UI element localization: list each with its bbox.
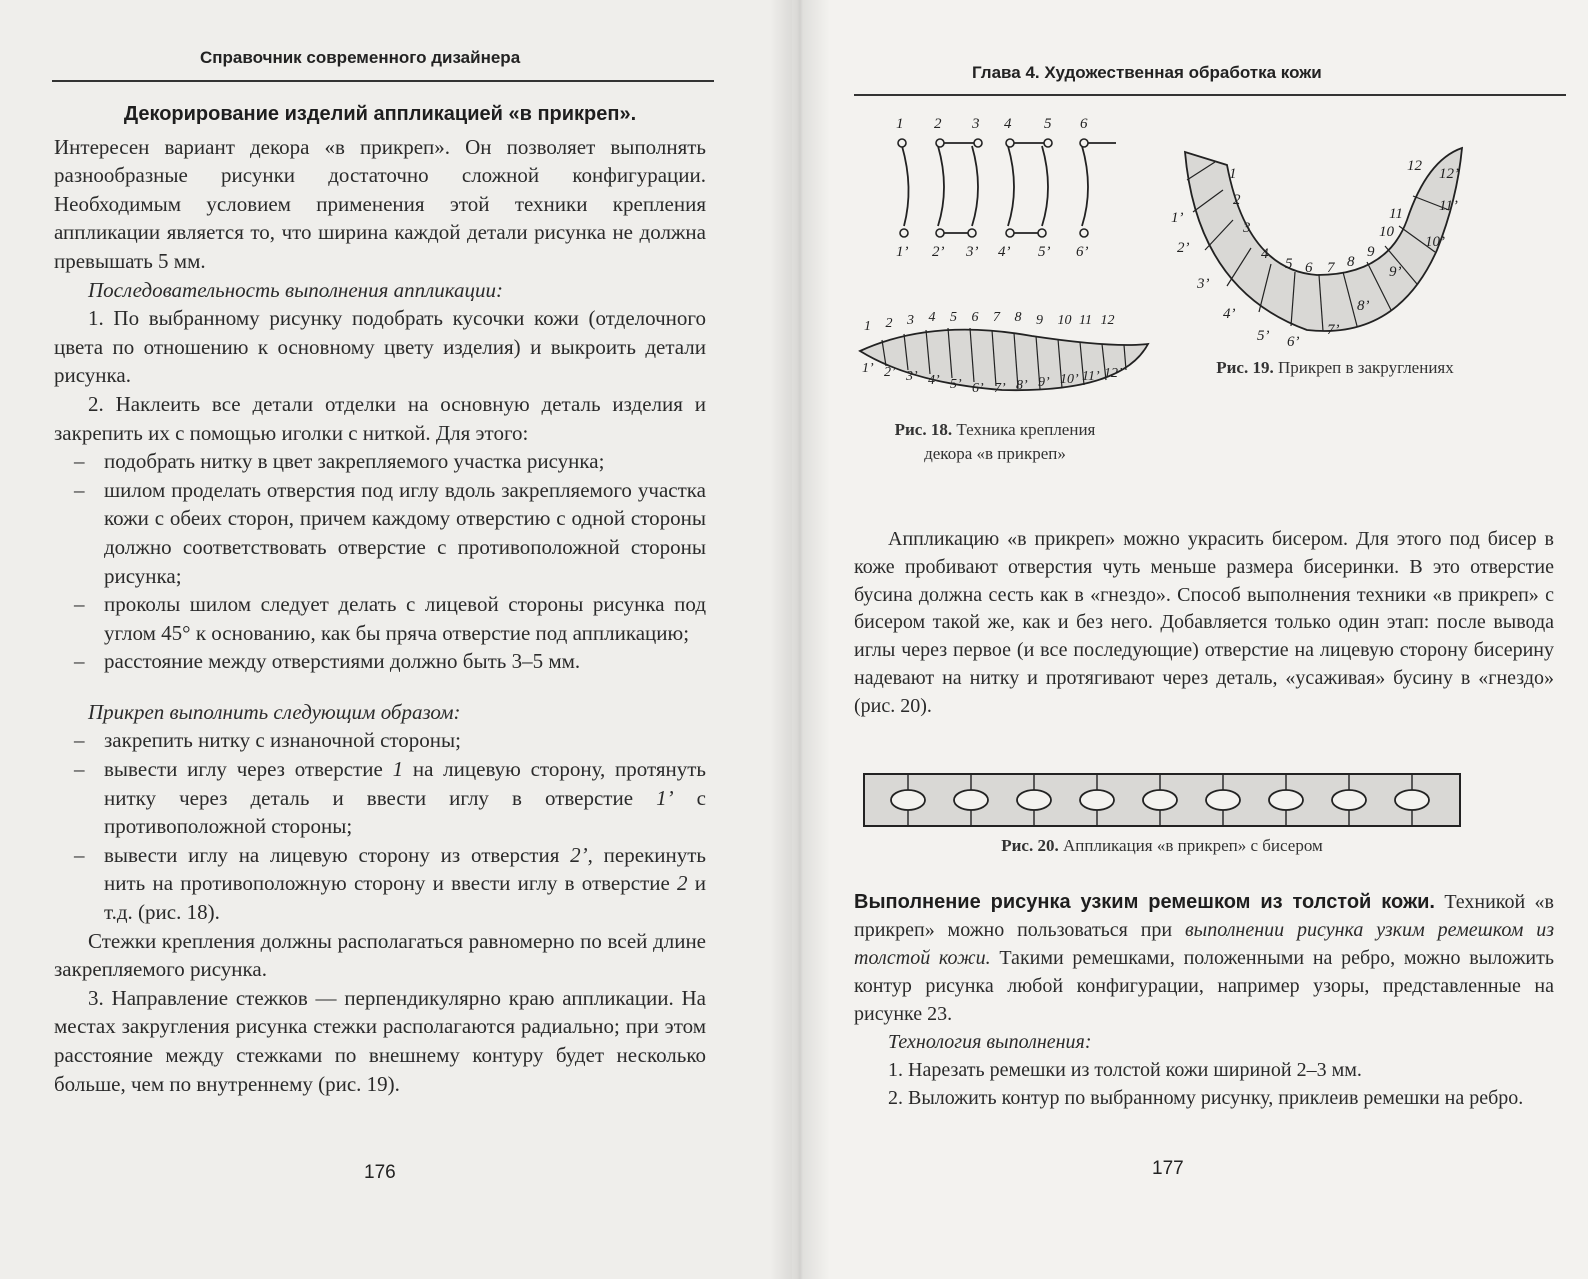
- fig18-leaf-top-label: 5: [950, 310, 957, 325]
- fig18-leaf-bottom-label: 7’: [994, 381, 1006, 396]
- hole-ref: 2’: [570, 842, 588, 867]
- fig19-outer-label: 10’: [1425, 234, 1445, 250]
- page-number-right: 177: [1152, 1158, 1184, 1179]
- fig19-outer-label: 2’: [1177, 240, 1190, 256]
- bullet-text: расстояние между отверстиями должно быть 3–5 мм.: [104, 649, 581, 674]
- fig18-top-label: 2: [934, 116, 942, 132]
- step-1: 1. По выбранному рисунку подобрать кусочки кожи (отделочного цвета по отношению к основному цвету изделия) и выкроить детали рисунка.: [54, 306, 706, 388]
- fig18-leaf-top-label: 8: [1014, 310, 1022, 325]
- fig19-outer-label: 11’: [1439, 198, 1458, 214]
- fig18-bottom-label: 1’: [896, 244, 909, 260]
- attach-bullet-3: – вывести иглу на лицевую сторону из отверстия 2’, перекинуть нить на противоположную сторону и ввести иглу в отверстие 2 и т.д. (рис. 18).: [74, 842, 706, 925]
- fig19-caption-text: Прикреп в закруглениях: [1273, 358, 1454, 377]
- page-number-left: 176: [364, 1162, 396, 1183]
- fig18-caption-label: Рис. 18.: [894, 420, 953, 439]
- fig19-diagram: [1167, 140, 1487, 360]
- step-2: 2. Наклеить все детали отделки на основную деталь изделия и закрепить их с помощью иголки с ниткой. Для этого:: [54, 391, 706, 445]
- fig19-outer-label: 8’: [1357, 298, 1370, 314]
- fig18-leaf-top-label: 11: [1079, 313, 1092, 328]
- header-rule-left: [52, 80, 714, 82]
- attach-bullet-2: – вывести иглу через отверстие 1 на лицевую сторону, протянуть нитку через деталь и ввести иглу в отверстие 1’ с противоположной стороны;: [74, 757, 706, 839]
- bullet-text: вывести иглу через отверстие: [104, 757, 393, 782]
- fig19-inner-label: 5: [1285, 256, 1293, 272]
- fig19-inner-label: 3: [1243, 220, 1251, 236]
- fig18-top-label: 6: [1080, 116, 1088, 132]
- fig18-leaf-bottom-label: 6’: [972, 381, 984, 396]
- bullet-text: на лицевую сторону, протянуть нитку через деталь и ввести иглу в отверстие: [104, 757, 706, 810]
- fig20-bead: [954, 790, 988, 810]
- fig18-leaf-top-label: 2: [885, 316, 893, 331]
- strap-text: Техникой «в прикреп» можно пользоваться при: [854, 891, 1554, 941]
- fig19-outer-label: 1’: [1171, 210, 1184, 226]
- fig18-leaf-top-label: 3: [907, 313, 914, 328]
- running-head-right: Глава 4. Художественная обработка кожи: [972, 63, 1322, 82]
- hole-ref: 1’: [656, 785, 674, 810]
- fig19-caption-label: Рис. 19.: [1216, 358, 1274, 377]
- bullet-text: шилом проделать отверстия под иглу вдоль закрепляемого участка кожи с обеих сторон, причем каждому отверстию с одной стороны должно соответствовать отверстие с противоположной стороны рисунка;: [104, 477, 706, 588]
- bullet-text: , перекинуть нить на противоположную сторону и ввести иглу в отверстие: [104, 842, 706, 896]
- step2-bullet-2: – шилом проделать отверстия под иглу вдоль закрепляемого участка кожи с обеих сторон, причем каждому отверстию с одной стороны должно соответствовать отверстие с противоположной стороны рисунка;: [74, 477, 706, 588]
- fig18-leaf-top-label: 7: [993, 310, 1000, 325]
- fig20-bead: [1395, 790, 1429, 810]
- bullet-text: с противоположной стороны;: [104, 785, 706, 839]
- fig18-leaf-bottom-label: 4’: [928, 373, 940, 388]
- fig20-caption: [972, 836, 1352, 856]
- fig20-caption-text: Аппликация «в прикреп» с бисером: [1058, 836, 1323, 855]
- left-page-body: [54, 100, 706, 1098]
- fig18-leaf-top-label: 4: [928, 310, 936, 325]
- fig18-caption-text: Техника крепления: [952, 420, 1096, 439]
- bullet-text: и т.д. (рис. 18).: [104, 871, 706, 925]
- fig18-leaf-bottom-label: 9’: [1038, 375, 1050, 390]
- beads-paragraph: Аппликацию «в прикреп» можно украсить бисером. Для этого под бисер в коже пробивают отверстия чуть меньше размера бисеринки. В это отверстие бусина должна сесть как в «гнездо». Способ выполнения техники «в прикреп» с бисером такой же, как и без него. Добавляется только один этап: после вывода иглы через первое (и все последующие) отверстие на лицевую сторону бисерину надевают на нитку и протягивают через деталь, «усаживая» бусину в «гнездо» (рис. 20).: [854, 528, 1554, 717]
- fig18-leaf-bottom-label: 11’: [1082, 369, 1100, 384]
- fig18-leaf-bottom-label: 10’: [1060, 372, 1079, 387]
- fig19-inner-label: 8: [1347, 254, 1355, 270]
- sequence-title: Последовательность выполнения аппликации:: [88, 277, 504, 302]
- fig18-leaf-top-label: 12: [1100, 313, 1115, 328]
- fig18-leaf-bottom-label: 5’: [950, 377, 962, 392]
- running-head-left: Справочник современного дизайнера: [200, 48, 521, 67]
- fig18-leaf-bottom-label: 1’: [862, 361, 874, 376]
- fig18-top-label: 5: [1044, 116, 1052, 132]
- fig20-bead: [891, 790, 925, 810]
- fig19-outer-label: 4’: [1223, 306, 1236, 322]
- fig19-inner-label: 4: [1261, 246, 1269, 262]
- fig19-band-shape: [1185, 148, 1462, 331]
- fig20-diagram: [862, 772, 1462, 828]
- fig19-inner-label: 10: [1379, 224, 1394, 240]
- fig20-caption-label: Рис. 20.: [1001, 836, 1059, 855]
- strap-heading: Выполнение рисунка узким ремешком из толстой кожи.: [854, 891, 1435, 913]
- tech-step-1: 1. Нарезать ремешки из толстой кожи шириной 2–3 мм.: [888, 1059, 1362, 1081]
- strap-paragraph: [854, 888, 1554, 1028]
- step-3: 3. Направление стежков — перпендикулярно краю аппликации. На местах закругления рисунка стежки располагаются радиально; при этом расстояние между стежками по внешнему контуру будет несколько больше, чем по внутреннему (рис. 19).: [54, 985, 706, 1096]
- fig19-outer-label: 5’: [1257, 328, 1270, 344]
- right-page: [792, 0, 1588, 1279]
- fig18-caption: [860, 418, 1130, 466]
- fig19-outer-label: 7’: [1327, 322, 1340, 338]
- tech-title: Технология выполнения:: [888, 1031, 1092, 1053]
- book-gutter-shadow: [770, 0, 830, 1279]
- tech-step-2: 2. Выложить контур по выбранному рисунку, приклеив ремешки на ребро.: [888, 1087, 1524, 1109]
- bullet-text: закрепить нитку с изнаночной стороны;: [104, 728, 461, 753]
- fig18-bottom-label: 3’: [966, 244, 979, 260]
- fig18-bottom-label: 4’: [998, 244, 1011, 260]
- fig20-bead: [1332, 790, 1366, 810]
- fig18-leaf-bottom-label: 3’: [906, 369, 918, 384]
- stitches-paragraph: Стежки крепления должны располагаться равномерно по всей длине закрепляемого рисунка.: [54, 928, 706, 982]
- fig18-leaf-bottom-label: 12’: [1104, 366, 1123, 381]
- header-rule-right: [854, 94, 1566, 96]
- strap-section: [854, 888, 1554, 1112]
- fig19-inner-label: 2: [1233, 192, 1241, 208]
- fig19-inner-label: 9: [1367, 244, 1375, 260]
- fig19-outer-label: 6’: [1287, 334, 1300, 350]
- strap-text: Такими ремешками, положенными на ребро, можно выложить контур рисунка любой конфигурации, например узоры, представленные на рисунке 23.: [854, 947, 1554, 1025]
- step2-bullet-4: – расстояние между отверстиями должно быть 3–5 мм.: [74, 649, 581, 674]
- fig19-caption: [1190, 358, 1480, 378]
- fig20-bead: [1206, 790, 1240, 810]
- fig18-leaf-bottom-label: 8’: [1016, 378, 1028, 393]
- fig18-leaf-bottom-label: 2’: [884, 365, 896, 380]
- fig18-leaf-top-label: 6: [971, 310, 979, 325]
- fig18-leaf-top-label: 1: [864, 319, 871, 334]
- strap-italic: выполнении рисунка узким ремешком из толстой кожи.: [854, 919, 1554, 969]
- attach-bullet-1: – закрепить нитку с изнаночной стороны;: [74, 728, 461, 753]
- fig18-leaf-top-label: 10: [1057, 313, 1072, 328]
- left-page: [0, 0, 792, 1279]
- step2-bullet-1: – подобрать нитку в цвет закрепляемого участка рисунка;: [74, 449, 605, 474]
- bullet-text: вывести иглу на лицевую сторону из отверстия: [104, 842, 571, 867]
- fig20-bead: [1269, 790, 1303, 810]
- fig19-outer-label: 12’: [1439, 166, 1459, 182]
- fig19-outer-label: 9’: [1389, 264, 1402, 280]
- attach-title: Прикреп выполнить следующим образом:: [88, 699, 461, 724]
- intro-paragraph: Интересен вариант декора «в прикреп». Он позволяет выполнять разнообразные рисунки достаточно сложной конфигурации. Необходимым условием применения этой техники крепления аппликации является то, что ширина каждой детали рисунка не должна превышать 5 мм.: [54, 134, 706, 273]
- fig19-outer-label: 3’: [1197, 276, 1210, 292]
- fig19-inner-label: 11: [1389, 206, 1403, 222]
- beads-paragraph-block: [854, 526, 1554, 721]
- fig18-bottom-label: 5’: [1038, 244, 1051, 260]
- fig18-bottom-label: 2’: [932, 244, 945, 260]
- fig18-caption-line2: декора «в прикреп»: [924, 444, 1066, 463]
- step2-bullet-3: – проколы шилом следует делать с лицевой стороны рисунка под углом 45° к основанию, как бы пряча отверстие под аппликацию;: [74, 592, 706, 645]
- section-heading: Декорирование изделий аппликацией «в прикреп».: [123, 103, 637, 125]
- fig20-bead: [1017, 790, 1051, 810]
- fig18-bottom-label: 6’: [1076, 244, 1089, 260]
- fig18-top-label: 3: [972, 116, 980, 132]
- fig20-bead: [1143, 790, 1177, 810]
- fig19-inner-label: 7: [1327, 260, 1335, 276]
- hole-ref: 2: [677, 871, 688, 896]
- fig18-leaf-top-label: 9: [1036, 313, 1043, 328]
- fig19-inner-label: 1: [1229, 166, 1237, 182]
- fig18-diagram: [852, 108, 1182, 408]
- fig18-top-label: 4: [1004, 116, 1012, 132]
- bullet-text: подобрать нитку в цвет закрепляемого участка рисунка;: [104, 449, 605, 474]
- hole-ref: 1: [392, 757, 404, 782]
- fig20-bead: [1080, 790, 1114, 810]
- fig18-top-label: 1: [896, 116, 904, 132]
- bullet-text: проколы шилом следует делать с лицевой стороны рисунка под углом 45° к основанию, как бы пряча отверстие под аппликацию;: [104, 592, 706, 645]
- fig19-inner-label: 12: [1407, 158, 1422, 174]
- fig19-inner-label: 6: [1305, 260, 1313, 276]
